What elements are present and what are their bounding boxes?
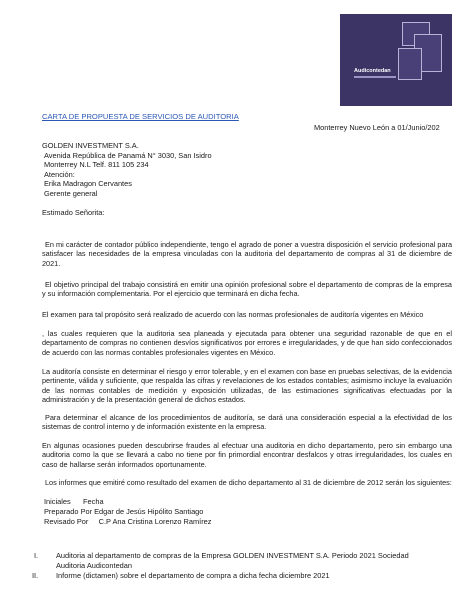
- logo-brand-name: Audicontedan: [354, 68, 391, 74]
- attention-role: Gerente general: [44, 189, 98, 198]
- paragraph-audit-scope: La auditoría consiste en determinar el riesgo y error tolerable, y en el examen con base en pruebas selectivas, de la evidencia pertinente, válida y suficiente, que respalda las cifras y revelaciones de los estados contables; asimismo incluye la evaluación de las normas contables de medición y exposición utilizadas, de las estimaciones significativas efectuadas por la administración y de la presentación general de dichos estados.: [42, 367, 452, 405]
- report-list-number: II.: [32, 571, 39, 580]
- recipient-city-phone: Monterrey N.L Telf. 811 105 234: [44, 160, 149, 169]
- greeting: Estimado Señorita:: [42, 208, 105, 217]
- logo-cube-shape: [398, 48, 422, 80]
- logo-tagline-bar: [354, 76, 396, 78]
- report-list-item: Informe (dictamen) sobre el departamento de compra a dicha fecha diciembre 2021: [56, 571, 330, 580]
- initials-date-line: Iniciales Fecha: [44, 497, 104, 506]
- recipient-address: Avenida República de Panamá N° 3030, San Isidro: [44, 151, 212, 160]
- document-title: CARTA DE PROPUESTA DE SERVICIOS DE AUDITORIA: [42, 112, 239, 121]
- paragraph-standards-b: , las cuales requieren que la auditoria sea planeada y ejecutada para obtener una seguridad razonable de que en el departamento de compras no contienen desvíos significativos por errores e irregularidades, y de que han sido confeccionados de acuerdo con las normas contables profesionales vigentes en México.: [42, 329, 452, 357]
- recipient-company: GOLDEN INVESTMENT S.A.: [42, 141, 139, 150]
- report-list-item: Auditoria al departamento de compras de la Empresa GOLDEN INVESTMENT S.A. Periodo 2021 Sociedad: [56, 551, 409, 560]
- company-logo: [340, 14, 452, 106]
- paragraph-intro: En mi carácter de contador público independiente, tengo el agrado de poner a vuestra disposición el servicio profesional para satisfacer las necesidades de la empresa vinculadas con la auditoria del departamento de compras al 31 de diciembre de 2021.: [42, 240, 452, 268]
- paragraph-procedures: Para determinar el alcance de los procedimientos de auditoría, se dará una consideración especial a la efectividad de los sistemas de control interno y de información existente en la empresa.: [42, 413, 452, 432]
- attention-name: Erika Madragon Cervantes: [44, 179, 132, 188]
- attention-label: Atención:: [44, 170, 75, 179]
- paragraph-objective: El objetivo principal del trabajo consistirá en emitir una opinión profesional sobre el departamento de compras de la empresa y su información complementaria. Por el ejercicio que terminará en dicha fecha.: [42, 280, 452, 299]
- paragraph-reports: Los informes que emitiré como resultado del examen de dicho departamento al 31 de diciembre de 2012 serán los siguientes:: [45, 478, 452, 487]
- date-line: Monterrey Nuevo León a 01/Junio/202: [314, 123, 440, 132]
- paragraph-standards-a: El examen para tal propósito será realizado de acuerdo con las normas profesionales de auditoría vigentes en México: [42, 310, 424, 319]
- report-list-item-continuation: Auditoria Audicontedan: [56, 561, 133, 570]
- report-list-number: I.: [34, 551, 39, 560]
- prepared-by-line: Preparado Por Edgar de Jesús Hipólito Santiago: [44, 507, 204, 516]
- paragraph-fraud: En algunas ocasiones pueden descubrirse fraudes al efectuar una auditoria en dicho departamento, pero sin embargo una auditoria como la que se llevará a cabo no tiene por fin primordial encontrar desfalcos y otras irregularidades, los cuales en caso de hallarse serán informados oportunamente.: [42, 441, 452, 469]
- reviewed-by-line: Revisado Por C.P Ana Cristina Lorenzo Ramírez: [44, 517, 212, 526]
